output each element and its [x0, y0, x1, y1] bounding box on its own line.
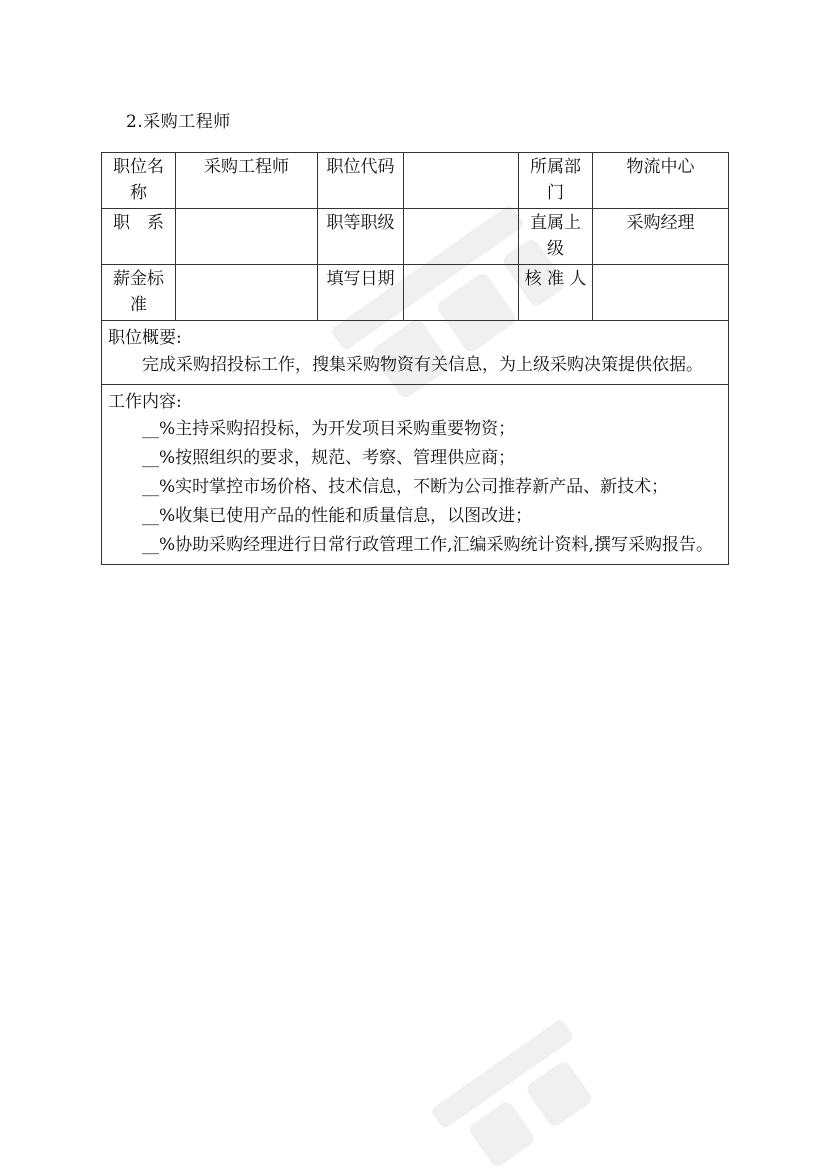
position-name-label: 职位名称 [102, 153, 176, 209]
salary-standard-value [176, 265, 318, 321]
duty-item: __%协助采购经理进行日常行政管理工作,汇编采购统计资料,撰写采购报告。 [142, 535, 713, 555]
position-code-label: 职位代码 [318, 153, 404, 209]
supervisor-label: 直属上级 [519, 209, 593, 265]
salary-standard-label: 薪金标准 [102, 265, 176, 321]
position-name-value: 采购工程师 [176, 153, 318, 209]
table-row [102, 209, 729, 265]
duty-item: __%按照组织的要求，规范、考察、管理供应商； [142, 448, 516, 468]
job-family-value [176, 209, 318, 265]
duty-item: __%收集已使用产品的性能和质量信息，以图改进； [142, 506, 533, 526]
summary-text: 完成采购招投标工作，搜集采购物资有关信息，为上级采购决策提供依据。 [142, 355, 703, 375]
duties-block [102, 385, 729, 565]
job-family-label: 职 系 [102, 209, 176, 265]
table-row [102, 385, 729, 565]
position-code-value [404, 153, 519, 209]
fill-date-label: 填写日期 [318, 265, 404, 321]
summary-block [102, 321, 729, 385]
job-grade-value [404, 209, 519, 265]
supervisor-value: 采购经理 [593, 209, 729, 265]
duty-item: __%主持采购招投标，为开发项目采购重要物资； [142, 419, 516, 439]
summary-heading: 职位概要: [108, 328, 182, 348]
approver-value [593, 265, 729, 321]
table-row [102, 321, 729, 385]
section-title: 2.采购工程师 [126, 112, 231, 132]
department-value: 物流中心 [593, 153, 729, 209]
table-row [102, 153, 729, 209]
duties-heading: 工作内容: [108, 392, 182, 412]
fill-date-value [404, 265, 519, 321]
department-label: 所属部门 [519, 153, 593, 209]
position-info-table [101, 152, 729, 565]
table-row [102, 265, 729, 321]
approver-label: 核 准 人 [519, 265, 593, 321]
job-grade-label: 职等职级 [318, 209, 404, 265]
duty-item: __%实时掌控市场价格、技术信息，不断为公司推荐新产品、新技术； [142, 477, 669, 497]
